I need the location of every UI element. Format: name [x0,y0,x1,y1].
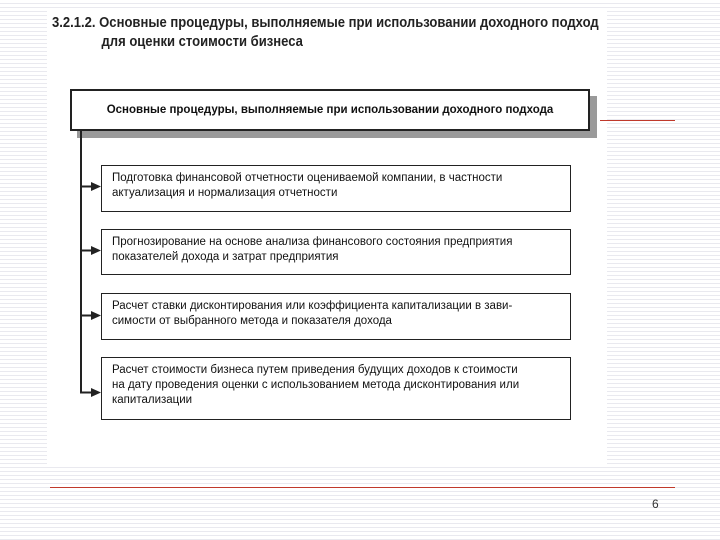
procedure-3-line-2: симости от выбранного метода и показателя дохода [112,315,392,327]
accent-line-bottom [50,487,675,488]
procedure-4-line-2: на дату проведения оценки с использованием метода дисконтирования или [112,379,520,391]
connector-spine [80,131,82,393]
procedure-box-1 [101,165,571,212]
procedure-box-3 [101,293,571,340]
procedure-4-line-3: капитализации [112,394,193,406]
procedure-2-line-1: Прогнозирование на основе анализа финансового состояния предприятия [112,236,513,248]
procedure-1-line-1: Подготовка финансовой отчетности оцениваемой компании, в частности [112,172,503,184]
procedure-box-4 [101,357,571,420]
procedure-3-line-1: Расчет ставки дисконтирования или коэффициента капитализации в зави- [112,300,513,312]
procedure-box-2 [101,229,571,275]
connector-arrow-1 [80,182,101,191]
diagram-header-box [70,89,590,131]
diagram-header-text: Основные процедуры, выполняемые при использовании доходного подхода [106,104,554,116]
accent-line-top [600,120,675,121]
connector-arrow-4 [80,388,101,397]
figure-title-line-1: 3.2.1.2. Основные процедуры, выполняемые при использовании доходного подход [52,15,599,31]
connector-arrow-2 [80,246,101,255]
procedure-1-line-2: актуализация и нормализация отчетности [112,187,338,199]
figure-title [52,14,599,52]
connector-arrow-3 [80,311,101,320]
page-number: 6 [652,497,659,511]
figure-title-line-2: для оценки стоимости бизнеса [101,34,303,50]
procedure-4-line-1: Расчет стоимости бизнеса путем приведения будущих доходов к стоимости [112,364,518,376]
procedure-2-line-2: показателей дохода и затрат предприятия [112,251,339,263]
